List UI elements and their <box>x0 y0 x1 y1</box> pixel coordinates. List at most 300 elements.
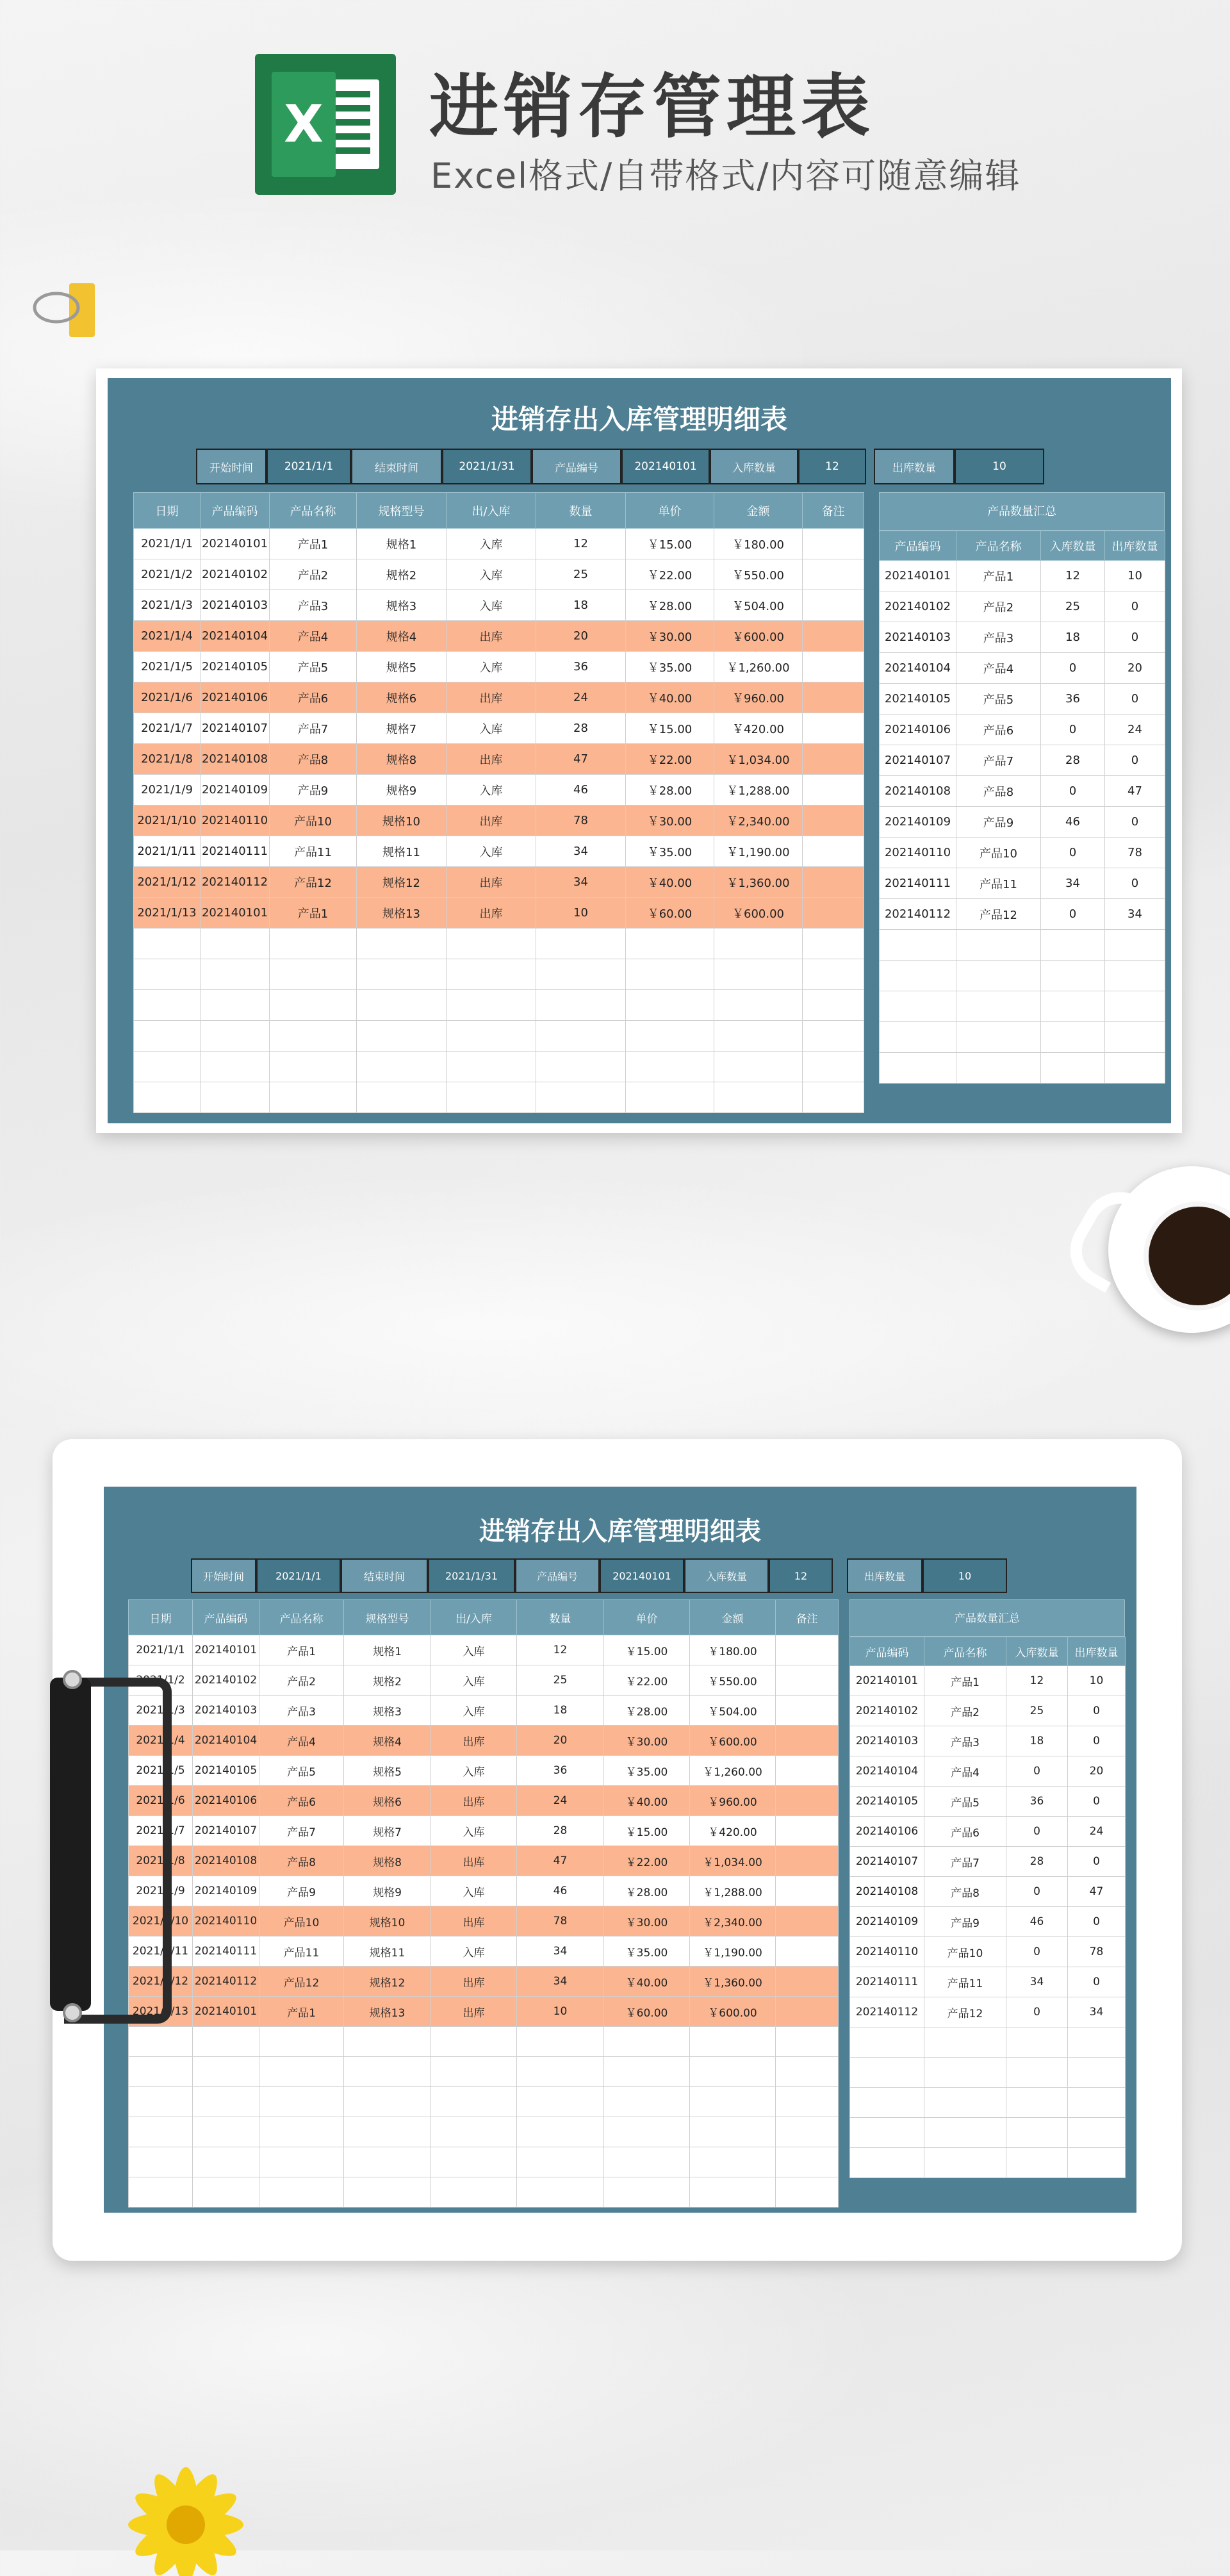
cell-date[interactable]: 2021/1/12 <box>129 1967 193 1997</box>
summary-column-header[interactable]: 产品名称 <box>956 531 1041 561</box>
empty-cell[interactable] <box>270 1052 357 1082</box>
cell-note[interactable] <box>803 621 864 652</box>
empty-row[interactable] <box>880 1022 1165 1053</box>
cell-spec[interactable]: 规格4 <box>357 621 447 652</box>
cell-price[interactable]: ￥22.00 <box>626 744 714 775</box>
empty-row[interactable] <box>134 929 864 959</box>
empty-cell[interactable] <box>517 2087 604 2117</box>
empty-cell[interactable] <box>201 959 270 990</box>
summary-cell-code[interactable]: 202140106 <box>880 714 956 745</box>
summary-cell-out[interactable]: 0 <box>1105 622 1165 653</box>
empty-cell[interactable] <box>714 1021 803 1052</box>
cell-date[interactable]: 2021/1/1 <box>134 529 201 559</box>
cell-date[interactable]: 2021/1/5 <box>134 652 201 682</box>
empty-cell[interactable] <box>880 961 956 991</box>
summary-cell-out[interactable]: 78 <box>1105 838 1165 868</box>
table-row[interactable] <box>129 1756 839 1786</box>
cell-amount[interactable]: ￥600.00 <box>690 1997 776 2027</box>
empty-cell[interactable] <box>690 2117 776 2147</box>
empty-cell[interactable] <box>129 2117 193 2147</box>
summary-cell-code[interactable]: 202140102 <box>850 1696 924 1726</box>
in-qty-value-bottom[interactable]: 12 <box>769 1558 833 1593</box>
cell-code[interactable]: 202140106 <box>193 1786 259 1816</box>
cell-name[interactable]: 产品4 <box>270 621 357 652</box>
empty-cell[interactable] <box>626 1082 714 1113</box>
cell-date[interactable]: 2021/1/4 <box>134 621 201 652</box>
cell-type[interactable]: 入库 <box>447 590 536 621</box>
column-header[interactable]: 备注 <box>776 1600 839 1635</box>
cell-date[interactable]: 2021/1/8 <box>129 1846 193 1876</box>
summary-cell-code[interactable]: 202140108 <box>880 776 956 807</box>
summary-cell-out[interactable]: 47 <box>1068 1877 1126 1907</box>
empty-cell[interactable] <box>776 2177 839 2208</box>
column-header[interactable]: 规格型号 <box>344 1600 431 1635</box>
cell-qty[interactable]: 34 <box>517 1967 604 1997</box>
empty-cell[interactable] <box>714 1052 803 1082</box>
empty-cell[interactable] <box>201 1052 270 1082</box>
summary-cell-code[interactable]: 202140111 <box>880 868 956 899</box>
cell-name[interactable]: 产品4 <box>259 1726 344 1756</box>
empty-cell[interactable] <box>270 1021 357 1052</box>
summary-row[interactable] <box>850 1787 1126 1817</box>
summary-cell-in[interactable]: 46 <box>1041 807 1105 838</box>
empty-cell[interactable] <box>604 2057 690 2087</box>
empty-cell[interactable] <box>924 2058 1006 2088</box>
cell-date[interactable]: 2021/1/2 <box>129 1665 193 1696</box>
cell-name[interactable]: 产品1 <box>270 529 357 559</box>
empty-cell[interactable] <box>850 2088 924 2118</box>
cell-name[interactable]: 产品8 <box>270 744 357 775</box>
column-header[interactable]: 数量 <box>536 493 626 529</box>
empty-cell[interactable] <box>604 2177 690 2208</box>
empty-row[interactable] <box>134 1021 864 1052</box>
empty-cell[interactable] <box>536 1021 626 1052</box>
summary-cell-name[interactable]: 产品2 <box>956 591 1041 622</box>
summary-cell-code[interactable]: 202140112 <box>850 1997 924 2027</box>
cell-qty[interactable]: 10 <box>517 1997 604 2027</box>
summary-cell-name[interactable]: 产品12 <box>924 1997 1006 2027</box>
table-row[interactable] <box>129 1635 839 1665</box>
empty-cell[interactable] <box>270 959 357 990</box>
cell-code[interactable]: 202140107 <box>201 713 270 744</box>
empty-cell[interactable] <box>1105 961 1165 991</box>
summary-cell-in[interactable]: 25 <box>1041 591 1105 622</box>
cell-note[interactable] <box>803 652 864 682</box>
cell-date[interactable]: 2021/1/10 <box>129 1906 193 1936</box>
cell-code[interactable]: 202140104 <box>193 1726 259 1756</box>
summary-cell-code[interactable]: 202140101 <box>850 1666 924 1696</box>
cell-price[interactable]: ￥30.00 <box>604 1906 690 1936</box>
cell-spec[interactable]: 规格11 <box>357 836 447 867</box>
empty-cell[interactable] <box>201 990 270 1021</box>
summary-cell-in[interactable]: 0 <box>1041 714 1105 745</box>
cell-amount[interactable]: ￥1,190.00 <box>714 836 803 867</box>
cell-amount[interactable]: ￥1,034.00 <box>714 744 803 775</box>
empty-row[interactable] <box>850 2027 1126 2058</box>
empty-cell[interactable] <box>714 990 803 1021</box>
empty-cell[interactable] <box>447 1021 536 1052</box>
summary-cell-name[interactable]: 产品10 <box>924 1937 1006 1967</box>
cell-qty[interactable]: 18 <box>517 1696 604 1726</box>
cell-amount[interactable]: ￥1,260.00 <box>690 1756 776 1786</box>
cell-code[interactable]: 202140103 <box>193 1696 259 1726</box>
summary-cell-code[interactable]: 202140104 <box>850 1756 924 1787</box>
empty-cell[interactable] <box>1068 2148 1126 2178</box>
summary-cell-in[interactable]: 18 <box>1041 622 1105 653</box>
summary-cell-out[interactable]: 24 <box>1068 1817 1126 1847</box>
empty-cell[interactable] <box>1006 2088 1068 2118</box>
cell-note[interactable] <box>803 898 864 929</box>
summary-cell-name[interactable]: 产品8 <box>924 1877 1006 1907</box>
cell-price[interactable]: ￥22.00 <box>626 559 714 590</box>
empty-cell[interactable] <box>924 2148 1006 2178</box>
cell-date[interactable]: 2021/1/6 <box>134 682 201 713</box>
empty-cell[interactable] <box>259 2057 344 2087</box>
summary-cell-out[interactable]: 0 <box>1068 1847 1126 1877</box>
table-row[interactable] <box>129 1786 839 1816</box>
cell-price[interactable]: ￥30.00 <box>626 805 714 836</box>
cell-price[interactable]: ￥40.00 <box>626 682 714 713</box>
summary-cell-name[interactable]: 产品2 <box>924 1696 1006 1726</box>
summary-cell-in[interactable]: 34 <box>1041 868 1105 899</box>
cell-date[interactable]: 2021/1/12 <box>134 867 201 898</box>
cell-amount[interactable]: ￥600.00 <box>714 898 803 929</box>
cell-amount[interactable]: ￥1,360.00 <box>714 867 803 898</box>
table-row[interactable] <box>134 652 864 682</box>
summary-row[interactable] <box>880 622 1165 653</box>
summary-row[interactable] <box>880 684 1165 714</box>
cell-type[interactable]: 入库 <box>431 1876 517 1906</box>
summary-row[interactable] <box>880 591 1165 622</box>
cell-name[interactable]: 产品6 <box>259 1786 344 1816</box>
cell-date[interactable]: 2021/1/9 <box>129 1876 193 1906</box>
cell-note[interactable] <box>776 1876 839 1906</box>
empty-cell[interactable] <box>270 929 357 959</box>
cell-note[interactable] <box>776 1635 839 1665</box>
cell-spec[interactable]: 规格3 <box>344 1696 431 1726</box>
empty-cell[interactable] <box>850 2027 924 2058</box>
cell-date[interactable]: 2021/1/3 <box>134 590 201 621</box>
empty-cell[interactable] <box>776 2057 839 2087</box>
cell-type[interactable]: 出库 <box>447 621 536 652</box>
cell-name[interactable]: 产品9 <box>270 775 357 805</box>
cell-name[interactable]: 产品3 <box>270 590 357 621</box>
empty-cell[interactable] <box>536 1052 626 1082</box>
empty-cell[interactable] <box>447 990 536 1021</box>
empty-cell[interactable] <box>134 959 201 990</box>
summary-cell-out[interactable]: 0 <box>1068 1787 1126 1817</box>
cell-qty[interactable]: 34 <box>536 867 626 898</box>
summary-row[interactable] <box>850 1696 1126 1726</box>
cell-note[interactable] <box>803 529 864 559</box>
cell-type[interactable]: 入库 <box>431 1665 517 1696</box>
cell-date[interactable]: 2021/1/8 <box>134 744 201 775</box>
cell-type[interactable]: 入库 <box>447 713 536 744</box>
empty-cell[interactable] <box>1006 2058 1068 2088</box>
cell-note[interactable] <box>776 1846 839 1876</box>
cell-spec[interactable]: 规格4 <box>344 1726 431 1756</box>
table-row[interactable] <box>134 775 864 805</box>
cell-type[interactable]: 出库 <box>431 1997 517 2027</box>
cell-price[interactable]: ￥15.00 <box>604 1816 690 1846</box>
cell-price[interactable]: ￥60.00 <box>604 1997 690 2027</box>
summary-cell-name[interactable]: 产品4 <box>924 1756 1006 1787</box>
table-row[interactable] <box>134 529 864 559</box>
summary-cell-in[interactable]: 12 <box>1041 561 1105 591</box>
cell-type[interactable]: 入库 <box>447 652 536 682</box>
empty-cell[interactable] <box>1006 2027 1068 2058</box>
empty-cell[interactable] <box>803 1052 864 1082</box>
summary-cell-out[interactable]: 34 <box>1068 1997 1126 2027</box>
empty-cell[interactable] <box>431 2177 517 2208</box>
empty-cell[interactable] <box>536 1082 626 1113</box>
cell-code[interactable]: 202140103 <box>201 590 270 621</box>
summary-cell-out[interactable]: 24 <box>1105 714 1165 745</box>
empty-cell[interactable] <box>129 2087 193 2117</box>
cell-type[interactable]: 入库 <box>447 775 536 805</box>
empty-cell[interactable] <box>924 2027 1006 2058</box>
cell-code[interactable]: 202140101 <box>193 1635 259 1665</box>
column-header[interactable]: 产品名称 <box>259 1600 344 1635</box>
cell-note[interactable] <box>803 559 864 590</box>
empty-cell[interactable] <box>956 991 1041 1022</box>
empty-cell[interactable] <box>134 990 201 1021</box>
code-value-bottom[interactable]: 202140101 <box>600 1558 684 1593</box>
empty-cell[interactable] <box>536 929 626 959</box>
empty-cell[interactable] <box>357 1082 447 1113</box>
cell-name[interactable]: 产品10 <box>259 1906 344 1936</box>
cell-name[interactable]: 产品1 <box>259 1997 344 2027</box>
empty-cell[interactable] <box>690 2027 776 2057</box>
empty-cell[interactable] <box>604 2147 690 2177</box>
empty-cell[interactable] <box>1041 991 1105 1022</box>
cell-amount[interactable]: ￥1,260.00 <box>714 652 803 682</box>
cell-amount[interactable]: ￥1,288.00 <box>714 775 803 805</box>
summary-cell-name[interactable]: 产品3 <box>956 622 1041 653</box>
empty-row[interactable] <box>880 991 1165 1022</box>
empty-row[interactable] <box>134 959 864 990</box>
empty-cell[interactable] <box>1041 1053 1105 1084</box>
empty-cell[interactable] <box>850 2148 924 2178</box>
cell-qty[interactable]: 47 <box>536 744 626 775</box>
empty-cell[interactable] <box>357 1052 447 1082</box>
empty-cell[interactable] <box>357 1021 447 1052</box>
cell-amount[interactable]: ￥1,288.00 <box>690 1876 776 1906</box>
summary-cell-in[interactable]: 0 <box>1041 653 1105 684</box>
empty-cell[interactable] <box>357 959 447 990</box>
empty-cell[interactable] <box>690 2087 776 2117</box>
cell-qty[interactable]: 34 <box>536 836 626 867</box>
column-header[interactable]: 金额 <box>690 1600 776 1635</box>
empty-cell[interactable] <box>1006 2148 1068 2178</box>
cell-spec[interactable]: 规格10 <box>357 805 447 836</box>
column-header[interactable]: 单价 <box>604 1600 690 1635</box>
cell-qty[interactable]: 12 <box>536 529 626 559</box>
cell-date[interactable]: 2021/1/9 <box>134 775 201 805</box>
cell-code[interactable]: 202140104 <box>201 621 270 652</box>
summary-cell-out[interactable]: 20 <box>1105 653 1165 684</box>
empty-cell[interactable] <box>1105 1022 1165 1053</box>
cell-qty[interactable]: 12 <box>517 1635 604 1665</box>
empty-cell[interactable] <box>690 2177 776 2208</box>
cell-spec[interactable]: 规格8 <box>344 1846 431 1876</box>
summary-cell-name[interactable]: 产品6 <box>924 1817 1006 1847</box>
summary-cell-out[interactable]: 0 <box>1068 1907 1126 1937</box>
cell-amount[interactable]: ￥600.00 <box>714 621 803 652</box>
cell-price[interactable]: ￥15.00 <box>626 529 714 559</box>
empty-cell[interactable] <box>803 929 864 959</box>
cell-qty[interactable]: 36 <box>536 652 626 682</box>
summary-column-header[interactable]: 出库数量 <box>1105 531 1165 561</box>
table-row[interactable] <box>134 590 864 621</box>
empty-cell[interactable] <box>517 2117 604 2147</box>
empty-cell[interactable] <box>880 1053 956 1084</box>
cell-amount[interactable]: ￥180.00 <box>690 1635 776 1665</box>
cell-spec[interactable]: 规格10 <box>344 1906 431 1936</box>
empty-cell[interactable] <box>357 929 447 959</box>
cell-note[interactable] <box>776 1816 839 1846</box>
empty-cell[interactable] <box>259 2027 344 2057</box>
cell-spec[interactable]: 规格7 <box>344 1816 431 1846</box>
summary-cell-in[interactable]: 36 <box>1006 1787 1068 1817</box>
summary-row[interactable] <box>850 1877 1126 1907</box>
empty-cell[interactable] <box>714 1082 803 1113</box>
cell-date[interactable]: 2021/1/1 <box>129 1635 193 1665</box>
empty-cell[interactable] <box>270 1082 357 1113</box>
cell-amount[interactable]: ￥550.00 <box>690 1665 776 1696</box>
empty-cell[interactable] <box>193 2177 259 2208</box>
cell-code[interactable]: 202140112 <box>201 867 270 898</box>
cell-type[interactable]: 入库 <box>431 1635 517 1665</box>
cell-price[interactable]: ￥35.00 <box>626 836 714 867</box>
cell-qty[interactable]: 34 <box>517 1936 604 1967</box>
empty-cell[interactable] <box>626 929 714 959</box>
summary-row[interactable] <box>880 653 1165 684</box>
cell-note[interactable] <box>803 713 864 744</box>
summary-cell-name[interactable]: 产品1 <box>924 1666 1006 1696</box>
table-row[interactable] <box>134 805 864 836</box>
summary-cell-in[interactable]: 0 <box>1041 899 1105 930</box>
cell-type[interactable]: 入库 <box>431 1696 517 1726</box>
summary-column-header[interactable]: 产品编码 <box>880 531 956 561</box>
column-header[interactable]: 日期 <box>129 1600 193 1635</box>
cell-name[interactable]: 产品7 <box>270 713 357 744</box>
cell-date[interactable]: 2021/1/11 <box>129 1936 193 1967</box>
empty-cell[interactable] <box>1041 930 1105 961</box>
table-row[interactable] <box>129 1665 839 1696</box>
cell-spec[interactable]: 规格2 <box>357 559 447 590</box>
cell-spec[interactable]: 规格5 <box>344 1756 431 1786</box>
empty-cell[interactable] <box>201 929 270 959</box>
summary-cell-out[interactable]: 0 <box>1105 591 1165 622</box>
empty-cell[interactable] <box>1105 930 1165 961</box>
cell-date[interactable]: 2021/1/13 <box>134 898 201 929</box>
column-header[interactable]: 产品编码 <box>193 1600 259 1635</box>
cell-qty[interactable]: 25 <box>517 1665 604 1696</box>
cell-spec[interactable]: 规格2 <box>344 1665 431 1696</box>
cell-qty[interactable]: 36 <box>517 1756 604 1786</box>
table-row[interactable] <box>129 1906 839 1936</box>
cell-price[interactable]: ￥35.00 <box>604 1936 690 1967</box>
summary-cell-in[interactable]: 12 <box>1006 1666 1068 1696</box>
empty-row[interactable] <box>880 930 1165 961</box>
table-row[interactable] <box>129 1816 839 1846</box>
summary-cell-out[interactable]: 0 <box>1105 684 1165 714</box>
summary-cell-in[interactable]: 0 <box>1006 1817 1068 1847</box>
empty-cell[interactable] <box>259 2147 344 2177</box>
empty-cell[interactable] <box>626 1052 714 1082</box>
empty-cell[interactable] <box>1006 2118 1068 2148</box>
cell-amount[interactable]: ￥420.00 <box>714 713 803 744</box>
summary-cell-code[interactable]: 202140104 <box>880 653 956 684</box>
empty-cell[interactable] <box>956 930 1041 961</box>
column-header[interactable]: 单价 <box>626 493 714 529</box>
summary-cell-out[interactable]: 0 <box>1068 1726 1126 1756</box>
summary-cell-out[interactable]: 0 <box>1105 745 1165 776</box>
cell-spec[interactable]: 规格7 <box>357 713 447 744</box>
summary-row[interactable] <box>880 776 1165 807</box>
column-header[interactable]: 备注 <box>803 493 864 529</box>
empty-cell[interactable] <box>447 1082 536 1113</box>
column-header[interactable]: 产品名称 <box>270 493 357 529</box>
cell-name[interactable]: 产品6 <box>270 682 357 713</box>
empty-cell[interactable] <box>517 2057 604 2087</box>
summary-cell-code[interactable]: 202140112 <box>880 899 956 930</box>
cell-name[interactable]: 产品2 <box>259 1665 344 1696</box>
cell-name[interactable]: 产品11 <box>259 1936 344 1967</box>
cell-note[interactable] <box>776 1997 839 2027</box>
cell-date[interactable]: 2021/1/4 <box>129 1726 193 1756</box>
cell-code[interactable]: 202140101 <box>193 1997 259 2027</box>
summary-column-header[interactable]: 入库数量 <box>1006 1637 1068 1666</box>
empty-cell[interactable] <box>626 990 714 1021</box>
cell-spec[interactable]: 规格1 <box>344 1635 431 1665</box>
cell-note[interactable] <box>776 1665 839 1696</box>
empty-row[interactable] <box>850 2148 1126 2178</box>
empty-cell[interactable] <box>776 2147 839 2177</box>
summary-cell-code[interactable]: 202140103 <box>850 1726 924 1756</box>
empty-cell[interactable] <box>517 2147 604 2177</box>
empty-cell[interactable] <box>604 2027 690 2057</box>
empty-cell[interactable] <box>776 2117 839 2147</box>
cell-amount[interactable]: ￥504.00 <box>690 1696 776 1726</box>
cell-qty[interactable]: 20 <box>536 621 626 652</box>
summary-cell-in[interactable]: 25 <box>1006 1696 1068 1726</box>
cell-date[interactable]: 2021/1/3 <box>129 1696 193 1726</box>
cell-type[interactable]: 出库 <box>447 867 536 898</box>
cell-qty[interactable]: 46 <box>536 775 626 805</box>
cell-note[interactable] <box>803 775 864 805</box>
summary-cell-code[interactable]: 202140110 <box>850 1937 924 1967</box>
empty-row[interactable] <box>129 2057 839 2087</box>
empty-cell[interactable] <box>201 1082 270 1113</box>
empty-cell[interactable] <box>1041 961 1105 991</box>
summary-cell-out[interactable]: 0 <box>1105 868 1165 899</box>
cell-note[interactable] <box>776 1756 839 1786</box>
summary-row[interactable] <box>850 1726 1126 1756</box>
cell-code[interactable]: 202140110 <box>193 1906 259 1936</box>
summary-cell-code[interactable]: 202140103 <box>880 622 956 653</box>
summary-cell-code[interactable]: 202140105 <box>850 1787 924 1817</box>
summary-cell-code[interactable]: 202140105 <box>880 684 956 714</box>
table-row[interactable] <box>134 621 864 652</box>
cell-date[interactable]: 2021/1/7 <box>129 1816 193 1846</box>
summary-row[interactable] <box>880 561 1165 591</box>
cell-note[interactable] <box>803 805 864 836</box>
summary-cell-name[interactable]: 产品11 <box>924 1967 1006 1997</box>
summary-cell-name[interactable]: 产品7 <box>956 745 1041 776</box>
summary-cell-code[interactable]: 202140107 <box>850 1847 924 1877</box>
